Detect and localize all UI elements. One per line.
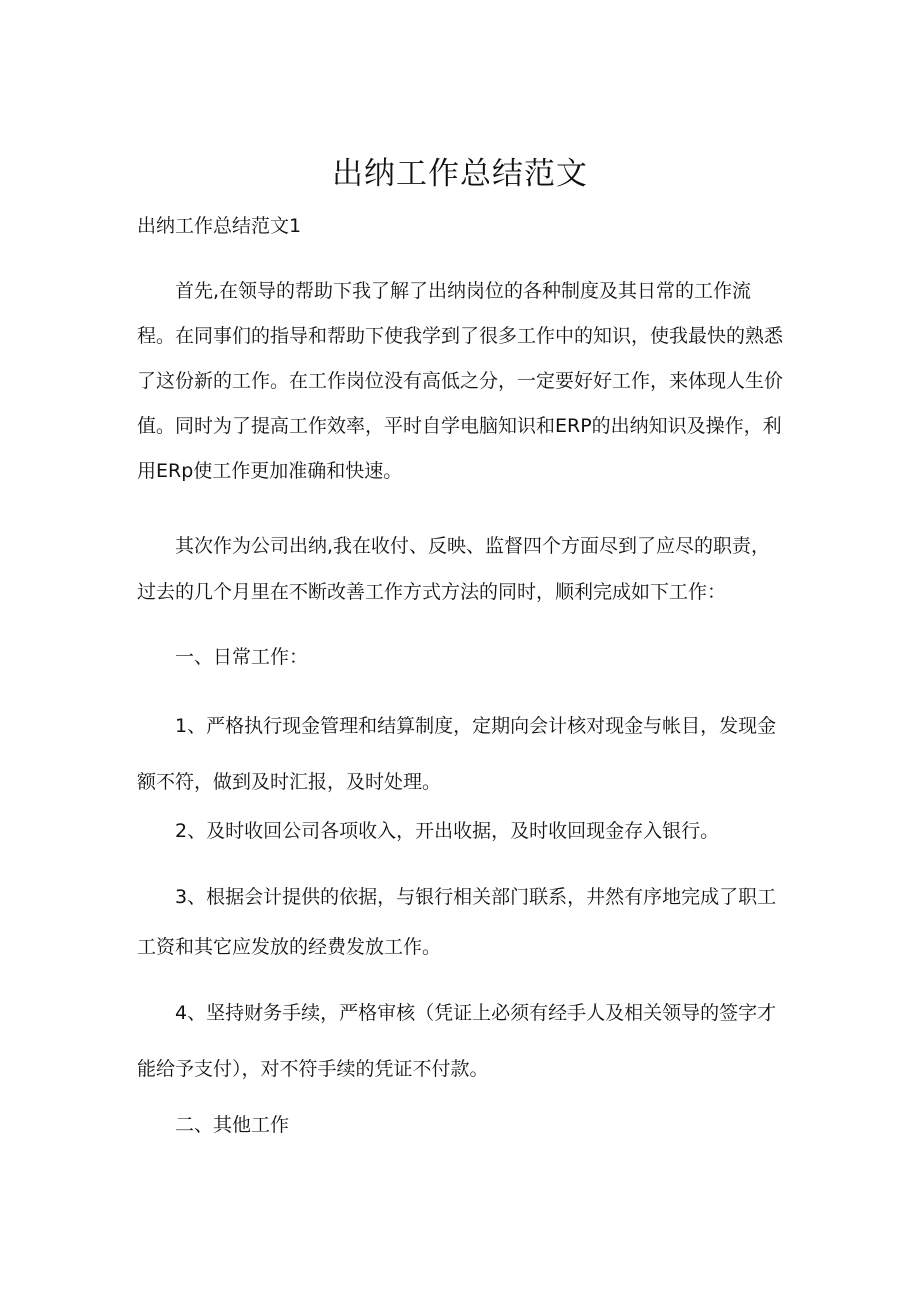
list-item-2: 2、及时收回公司各项收入，开出收据，及时收回现金存入银行。 — [175, 820, 720, 842]
paragraph-intro: 首先,在领导的帮助下我了解了出纳岗位的各种制度及其日常的工作流程。在同事们的指导和帮助下使我学到了很多工作中的知识，使我最快的熟悉了这份新的工作。在工作岗位没有高低之分，一定要好好工作，来体现人生价值。同时为了提高工作效率，平时自学电脑知识和ERP的出纳知识及操作，利用ERp使工作更加准确和快速。 — [137, 280, 784, 482]
list-item-4: 4、坚持财务手续，严格审核（凭证上必须有经手人及相关领导的签字才能给予支付），对不符手续的凭证不付款。 — [137, 1002, 777, 1080]
heading-other-work: 二、其他工作 — [175, 1114, 290, 1136]
document-title: 出纳工作总结范文 — [332, 156, 588, 192]
paragraph-duties: 其次作为公司出纳,我在收付、反映、监督四个方面尽到了应尽的职责，过去的几个月里在不断改善工作方式方法的同时，顺利完成如下工作： — [137, 535, 771, 603]
heading-daily-work: 一、日常工作： — [175, 646, 309, 668]
list-item-3: 3、根据会计提供的依据，与银行相关部门联系，井然有序地完成了职工工资和其它应发放的经费发放工作。 — [137, 886, 777, 958]
list-item-1: 1、严格执行现金管理和结算制度，定期向会计核对现金与帐目，发现金额不符，做到及时汇报，及时处理。 — [137, 715, 777, 793]
section-subtitle: 出纳工作总结范文1 — [137, 215, 302, 237]
